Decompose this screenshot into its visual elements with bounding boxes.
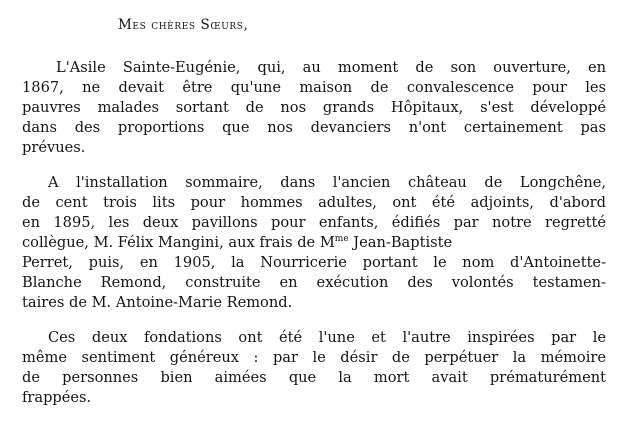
text-line: Ces deux fondations ont été l'une et l'autre inspirées par le bbox=[48, 329, 606, 346]
text-line: Blanche Remond, construite en exécution des volontés testamen- bbox=[22, 274, 606, 291]
text-line: L'Asile Sainte-Eugénie, qui, au moment de son ouverture, en bbox=[56, 59, 606, 76]
text-line: 1867, ne devait être qu'une maison de convalescence pour les bbox=[22, 79, 606, 96]
text-line: en 1895, les deux pavillons pour enfants, édifiés par notre regretté bbox=[22, 214, 606, 231]
text-line: de personnes bien aimées que la mort avait prématurément bbox=[22, 369, 606, 386]
text-line: Perret, puis, en 1905, la Nourricerie portant le nom d'Antoinette- bbox=[22, 254, 606, 271]
text-line: dans des proportions que nos devanciers n'ont certainement pas bbox=[22, 119, 606, 136]
text-line: frappées. bbox=[22, 389, 92, 406]
text-line: A l'installation sommaire, dans l'ancien château de Longchêne, bbox=[48, 174, 606, 191]
text-line: taires de M. Antoine-Marie Remond. bbox=[22, 294, 293, 311]
text-line bbox=[22, 233, 606, 252]
text-line: pauvres malades sortant de nos grands Hôpitaux, s'est développé bbox=[22, 99, 606, 116]
text-line: prévues. bbox=[22, 139, 86, 156]
text-line: même sentiment généreux : par le désir de perpétuer la mémoire bbox=[22, 349, 606, 366]
text-line-part: collègue, M. Félix Mangini, aux frais de $M^{me}$ Jean-Baptiste bbox=[22, 234, 453, 251]
salutation: Mes chères Sœurs, bbox=[118, 17, 249, 33]
text-line: de cent trois lits pour hommes adultes, ont été adjoints, d'abord bbox=[22, 194, 606, 211]
superscript: me bbox=[334, 234, 349, 245]
